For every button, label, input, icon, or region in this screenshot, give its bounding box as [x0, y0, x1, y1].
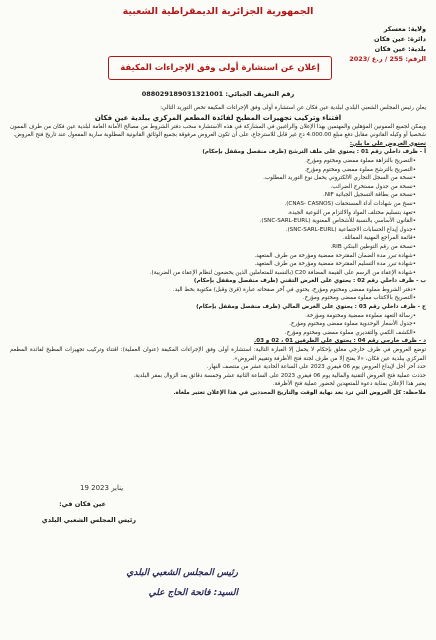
list-item: • رسالة التعهد مملوءة ممضية ومختومة ومؤرخة.	[10, 312, 416, 321]
tax-id: رقم التعريف الجبائي: 088029189031321001	[141, 90, 295, 98]
intro-paragraph: يعلن رئيس المجلس الشعبي البلدي لبلدية عين فكان عن استشارة أولى وفق الإجراءات المكيفة تخص التوريد التالي:	[160, 105, 426, 111]
note-line: ملاحظة: كل العروض التي ترد بعد نهاية الوقت والتاريخ المحددين في هذا الإعلان تعتبر ملغاة.	[173, 390, 426, 396]
file1-heading: أ - ظرف داخلي رقم 01 : يحتوي على ملف الترشح (ظرف منفصل ومقفل بإحكام)	[202, 149, 426, 156]
file3-list	[10, 312, 426, 338]
list-item: • نسخة من السجل التجاري الالكتروني يحمل نوع التوريد المطلوب.	[10, 174, 416, 183]
list-item: • شهادة تبرر مدة التسليم المقترحة ممضية ومؤرخة من طرف المتعهد.	[10, 260, 416, 269]
file3-heading: ج - ظرف داخلي رقم 03 : يحتوي على العرض المالي (ظرف منفصل ومقفل بإحكام)	[196, 304, 426, 311]
list-item: • دفتر الشروط مملوء ممضى ومختوم ومؤرخ، يحتوي في آخر صفحاته عبارة (قرئ وقبل) مكتوبة بخط اليد.	[10, 286, 416, 295]
republic-header: الجمهورية الجزائرية الديمقراطية الشعبية	[122, 6, 314, 17]
outer-envelope-text: توضع العروض في ظرف خارجي مغلق بإحكام لا يحمل إلا العبارة التالية: استشارة أولى وفق الإجراءات المكيفة (عنوان العملية): اقتناء وتركيب تجهيزات المطبخ لفائدة المطعم المركزي ببلدية عين فكان، «لا يفتح إلا من طرف لجنة فتح الأظرفة وتقييم العروض».	[10, 347, 426, 362]
list-item: • تعهد بتسليم مختلف المواد والالتزام من النوعية الجيدة.	[10, 209, 416, 218]
announcement-title: إعلان عن استشارة أولى وفق الإجراءات المكيفة	[108, 56, 332, 80]
list-item: • نسخة من جدول مستخرج الضرائب.	[10, 183, 416, 192]
contents-heading: تحتوي العروض على ما يلي:	[349, 140, 426, 147]
project-title: اقتناء وتركيب تجهيزات المطبخ لفائدة المطعم المركزي ببلدية عين فكان	[94, 113, 342, 122]
list-item: • قائمة المراجع المهنية المماثلة.	[10, 234, 416, 243]
file2-heading: ب - ظرف داخلي رقم 02 : يحتوي على العرض التقني (ظرف منفصل ومقفل بإحكام)	[193, 278, 426, 285]
signature-stamp	[118, 560, 238, 612]
list-item: • نسخ من شهادات أداء المستحقات (CNAS- CASNOS).	[10, 200, 416, 209]
list-item: • شهادة الإعفاء من الرسم على القيمة المضافة C20 (بالنسبة للمتعاملين الذين يخضعون لنظام الإعفاء من الضريبة).	[10, 269, 416, 278]
file1-list	[10, 157, 426, 277]
file2-list	[10, 286, 426, 303]
commune-line: بلدية: عين فكان	[374, 45, 426, 53]
list-item: • شهادة تبرر مدة الضمان المقترحة ممضية ومؤرخة من طرف المتعهد.	[10, 252, 416, 261]
daira-line: دائرة: عين فكان	[374, 35, 426, 43]
wilaya-line: ولاية: معسكر	[383, 25, 426, 33]
list-item: • الكشف الكمي والتقديري مملوء ممضى ومختوم ومؤرخ.	[10, 329, 416, 338]
invited-line: يعتبر هذا الإعلان بمثابة دعوة للمتعهدين لحضور عملية فتح الأظرفة.	[272, 381, 426, 388]
list-item: • التصريح بالنزاهة مملوء ممضى ومختوم ومؤرخ.	[10, 157, 416, 166]
list-item: • جدول إيداع الحسابات الاجتماعية (SNC-SARL-EURL).	[10, 226, 416, 235]
stamp-name: السيد: فاتحة الحاج علي	[148, 588, 238, 598]
deadline-line: حدد آخر أجل لإيداع العروض يوم 06 فيفري 2023 على الساعة الحادية عشر من منتصف النهار.	[206, 364, 426, 371]
stamped-date: 19 يناير 2023	[80, 484, 124, 492]
list-item: • التصريح بالاكتتاب مملوء ممضى ومختوم ومؤرخ.	[10, 294, 416, 303]
list-item: • نسخة من رقم التوطين البنكي RIB.	[10, 243, 416, 252]
outer-envelope-heading: د - ظرف خارجي رقم 04 : يحتوي على الظرفين 01 ، 02 و 03.	[254, 338, 426, 345]
list-item: • القانون الأساسي بالنسبة للأشخاص المعنوية (SNC-SARL-EURL).	[10, 217, 416, 226]
signer-title: رئيس المجلس الشعبي البلدي	[41, 516, 136, 524]
announcement-body	[10, 104, 426, 398]
invite-paragraph: ويمكن لجميع الممونين المؤهلين والمهتمين بهذا الإعلان والراغبين في المشاركة في هذه الاستشارة سحب دفتر الشروط من مصالح الأمانة العامة لبلدية عين فكان من طرف الممون شخصيا أو وكيله القانوني مقابل دفع مبلغ 4.000.00 دج غير قابل للاسترجاع، على أن تكون العروض مرفوقة بجميع الوثائق القانونية المطلوبة سارية المفعول عند تاريخ فتح العروض.	[10, 123, 426, 139]
reference-number: الرقم: 255 / ر.ع /2023	[349, 55, 426, 63]
list-item: • جدول الأسعار الوحدوية مملوء ممضى ومختوم ومؤرخ.	[10, 320, 416, 329]
opening-line: حددت عملية فتح العروض التقنية والمالية يوم 06 فيفري 2023 على الساعة الثانية عشر وخمسة دقائق بعد الزوال بمقر البلدية.	[133, 372, 426, 379]
list-item: • نسخة من بطاقة التسجيل الجبائية NIF.	[10, 191, 416, 200]
list-item: • التصريح بالترشح مملوء ممضى ومختوم ومؤرخ.	[10, 166, 416, 175]
place-date: عين فكان في:	[59, 500, 106, 508]
stamp-title: رئيس المجلس الشعبي البلدي	[126, 568, 238, 578]
